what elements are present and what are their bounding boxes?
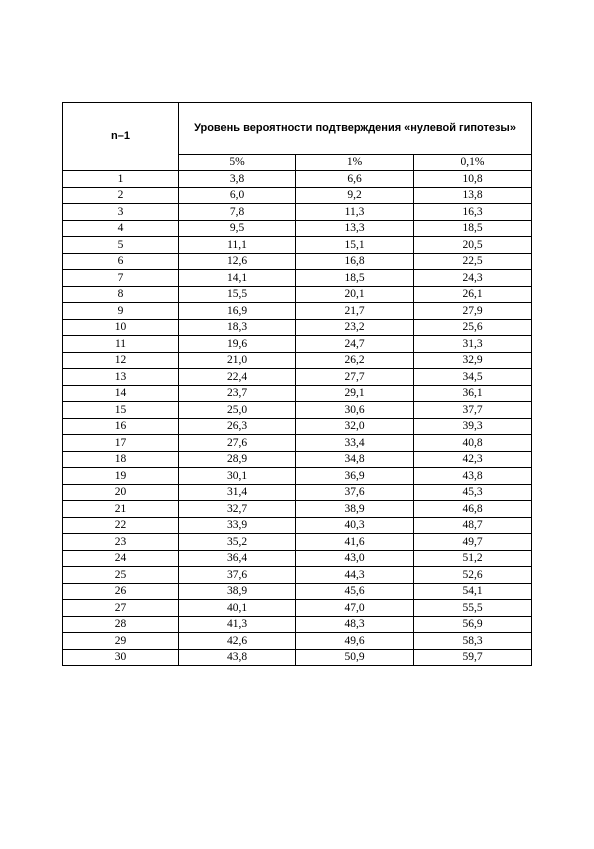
row-n-cell: 4 [63,220,179,237]
row-n-cell: 17 [63,435,179,452]
value-0-1-cell: 16,3 [414,204,532,221]
value-5-cell: 38,9 [179,583,296,600]
value-0-1-cell: 52,6 [414,567,532,584]
row-n-cell: 3 [63,204,179,221]
header-title: Уровень вероятности подтверждения «нулевой гипотезы» [179,103,532,155]
row-n-cell: 23 [63,534,179,551]
header-level-1: 1% [296,154,414,170]
value-1-cell: 38,9 [296,501,414,518]
row-n-cell: 10 [63,319,179,336]
value-0-1-cell: 22,5 [414,253,532,270]
header-level-5: 5% [179,154,296,170]
header-row-title [63,103,532,155]
value-1-cell: 32,0 [296,418,414,435]
value-5-cell: 31,4 [179,484,296,501]
value-5-cell: 40,1 [179,600,296,617]
table-row [63,171,532,188]
value-5-cell: 32,7 [179,501,296,518]
table-row [63,237,532,254]
value-5-cell: 21,0 [179,352,296,369]
value-0-1-cell: 42,3 [414,451,532,468]
value-0-1-cell: 55,5 [414,600,532,617]
value-0-1-cell: 27,9 [414,303,532,320]
value-0-1-cell: 51,2 [414,550,532,567]
value-1-cell: 11,3 [296,204,414,221]
row-n-cell: 2 [63,187,179,204]
value-0-1-cell: 40,8 [414,435,532,452]
table-row [63,484,532,501]
row-n-cell: 24 [63,550,179,567]
row-n-cell: 8 [63,286,179,303]
value-0-1-cell: 37,7 [414,402,532,419]
value-5-cell: 36,4 [179,550,296,567]
row-n-cell: 25 [63,567,179,584]
value-0-1-cell: 18,5 [414,220,532,237]
value-5-cell: 42,6 [179,633,296,650]
value-0-1-cell: 48,7 [414,517,532,534]
table-row [63,369,532,386]
value-1-cell: 50,9 [296,649,414,666]
value-5-cell: 25,0 [179,402,296,419]
value-1-cell: 40,3 [296,517,414,534]
row-n-cell: 6 [63,253,179,270]
table-row [63,501,532,518]
value-1-cell: 43,0 [296,550,414,567]
value-0-1-cell: 43,8 [414,468,532,485]
value-1-cell: 6,6 [296,171,414,188]
row-n-cell: 11 [63,336,179,353]
value-0-1-cell: 20,5 [414,237,532,254]
row-n-cell: 1 [63,171,179,188]
value-1-cell: 13,3 [296,220,414,237]
row-n-cell: 12 [63,352,179,369]
value-1-cell: 48,3 [296,616,414,633]
value-5-cell: 7,8 [179,204,296,221]
row-n-cell: 26 [63,583,179,600]
value-5-cell: 41,3 [179,616,296,633]
value-1-cell: 45,6 [296,583,414,600]
row-n-cell: 28 [63,616,179,633]
value-1-cell: 21,7 [296,303,414,320]
row-n-cell: 30 [63,649,179,666]
table-row [63,352,532,369]
row-n-cell: 9 [63,303,179,320]
value-0-1-cell: 32,9 [414,352,532,369]
value-5-cell: 37,6 [179,567,296,584]
value-5-cell: 27,6 [179,435,296,452]
table-row [63,187,532,204]
row-n-cell: 19 [63,468,179,485]
table-body [63,171,532,666]
table-row [63,451,532,468]
table-row [63,649,532,666]
value-0-1-cell: 45,3 [414,484,532,501]
value-1-cell: 44,3 [296,567,414,584]
value-1-cell: 27,7 [296,369,414,386]
value-5-cell: 33,9 [179,517,296,534]
value-5-cell: 3,8 [179,171,296,188]
value-1-cell: 47,0 [296,600,414,617]
value-0-1-cell: 54,1 [414,583,532,600]
table-row [63,286,532,303]
value-1-cell: 49,6 [296,633,414,650]
table-row [63,220,532,237]
value-5-cell: 6,0 [179,187,296,204]
value-1-cell: 16,8 [296,253,414,270]
row-n-cell: 18 [63,451,179,468]
table-header [63,103,532,171]
value-0-1-cell: 49,7 [414,534,532,551]
value-0-1-cell: 56,9 [414,616,532,633]
value-0-1-cell: 13,8 [414,187,532,204]
row-n-cell: 7 [63,270,179,287]
row-n-cell: 21 [63,501,179,518]
value-0-1-cell: 46,8 [414,501,532,518]
row-n-cell: 16 [63,418,179,435]
chi-square-table [62,102,532,666]
table-row [63,517,532,534]
value-0-1-cell: 58,3 [414,633,532,650]
value-0-1-cell: 34,5 [414,369,532,386]
table-row [63,600,532,617]
table-row [63,253,532,270]
value-1-cell: 30,6 [296,402,414,419]
value-5-cell: 18,3 [179,319,296,336]
value-1-cell: 23,2 [296,319,414,336]
table-row [63,319,532,336]
table-row [63,270,532,287]
value-1-cell: 20,1 [296,286,414,303]
value-0-1-cell: 26,1 [414,286,532,303]
value-0-1-cell: 59,7 [414,649,532,666]
table-row [63,534,532,551]
row-n-cell: 15 [63,402,179,419]
value-5-cell: 16,9 [179,303,296,320]
value-1-cell: 15,1 [296,237,414,254]
value-5-cell: 43,8 [179,649,296,666]
value-0-1-cell: 31,3 [414,336,532,353]
value-1-cell: 26,2 [296,352,414,369]
header-level-0-1: 0,1% [414,154,532,170]
value-0-1-cell: 24,3 [414,270,532,287]
value-5-cell: 22,4 [179,369,296,386]
row-n-cell: 27 [63,600,179,617]
table-row [63,385,532,402]
value-0-1-cell: 25,6 [414,319,532,336]
table-row [63,616,532,633]
value-5-cell: 15,5 [179,286,296,303]
table-row [63,567,532,584]
value-5-cell: 23,7 [179,385,296,402]
table-row [63,402,532,419]
row-n-cell: 22 [63,517,179,534]
value-1-cell: 9,2 [296,187,414,204]
row-n-cell: 29 [63,633,179,650]
value-5-cell: 35,2 [179,534,296,551]
value-1-cell: 24,7 [296,336,414,353]
value-0-1-cell: 39,3 [414,418,532,435]
row-n-cell: 20 [63,484,179,501]
table-row [63,550,532,567]
table-row [63,468,532,485]
value-5-cell: 11,1 [179,237,296,254]
value-1-cell: 34,8 [296,451,414,468]
value-5-cell: 28,9 [179,451,296,468]
table-row [63,204,532,221]
row-n-cell: 13 [63,369,179,386]
value-5-cell: 30,1 [179,468,296,485]
value-5-cell: 26,3 [179,418,296,435]
table-row [63,336,532,353]
value-5-cell: 12,6 [179,253,296,270]
value-5-cell: 9,5 [179,220,296,237]
value-1-cell: 37,6 [296,484,414,501]
row-n-cell: 5 [63,237,179,254]
table-row [63,303,532,320]
value-1-cell: 41,6 [296,534,414,551]
value-1-cell: 29,1 [296,385,414,402]
row-n-cell: 14 [63,385,179,402]
table-row [63,435,532,452]
value-0-1-cell: 36,1 [414,385,532,402]
table-row [63,633,532,650]
value-0-1-cell: 10,8 [414,171,532,188]
value-1-cell: 18,5 [296,270,414,287]
value-5-cell: 19,6 [179,336,296,353]
value-1-cell: 33,4 [296,435,414,452]
value-5-cell: 14,1 [179,270,296,287]
value-1-cell: 36,9 [296,468,414,485]
table-row [63,418,532,435]
table-row [63,583,532,600]
header-n-label: n–1 [63,103,179,171]
